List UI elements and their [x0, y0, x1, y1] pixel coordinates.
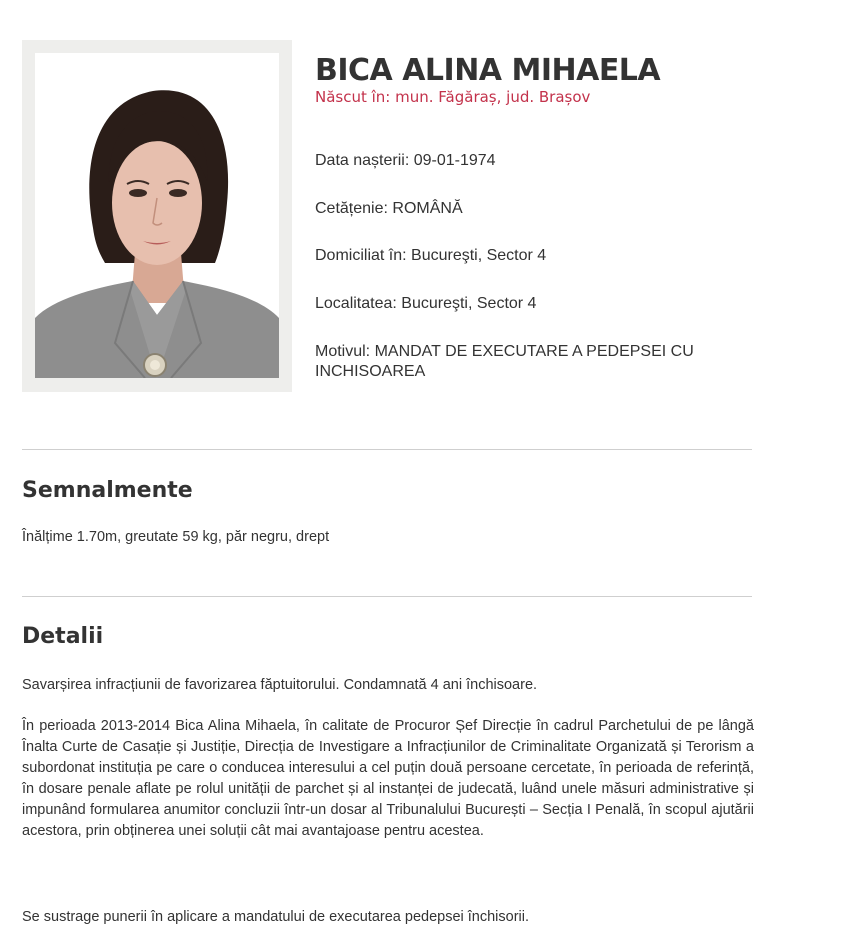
divider [22, 449, 752, 450]
birth-date: Data nașterii: 09-01-1974 [315, 152, 496, 169]
detalii-paragraph-1: Savarșirea infracțiunii de favorizarea făptuitorului. Condamnată 4 ani închisoare. [22, 677, 538, 693]
detalii-paragraph-2: În perioada 2013-2014 Bica Alina Mihaela, în calitate de Procuror Șef Direcție în cadrul Parchetului de pe lângă Înalta Curte de Casație și Justiție, Direcția de Investigare a Infracțiunilor de Criminalitate Organizată și Terorism a subordonat instituția pe care o conducea interesului a cel puțin două persoane cercetate, în perioada de referință, în dosare penale aflate pe rolul unității de parchet și al instanței de judecată, luând unele măsuri administrative și impunând formularea anumitor concluzii într-un dosar al Tribunalului București – Secția I Penală, în scopul ajutării acestora, prin obținerea unei soluții cât mai avantajoase pentru acestea. [22, 718, 754, 839]
locality: Localitatea: Bucureşti, Sector 4 [315, 295, 537, 312]
portrait-illustration [35, 53, 279, 378]
citizenship: Cetățenie: ROMÂNĂ [315, 200, 463, 217]
portrait-photo [35, 53, 279, 378]
detalii-paragraph-3: Se sustrage punerii în aplicare a mandatului de executarea pedepsei închisorii. [22, 909, 530, 925]
birthplace: Născut în: mun. Făgăraș, jud. Brașov [315, 88, 591, 106]
section-title-semnalmente: Semnalmente [22, 478, 193, 503]
photo-frame [22, 40, 292, 392]
divider [22, 596, 752, 597]
person-name: BICA ALINA MIHAELA [315, 53, 661, 88]
section-title-detalii: Detalii [22, 624, 104, 649]
semnalmente-text: Înălțime 1.70m, greutate 59 kg, păr negru, drept [22, 529, 330, 545]
domicile: Domiciliat în: Bucureşti, Sector 4 [315, 247, 547, 264]
profile-info [315, 52, 755, 380]
reason: Motivul: MANDAT DE EXECUTARE A PEDEPSEI CU INCHISOAREA [315, 343, 694, 380]
